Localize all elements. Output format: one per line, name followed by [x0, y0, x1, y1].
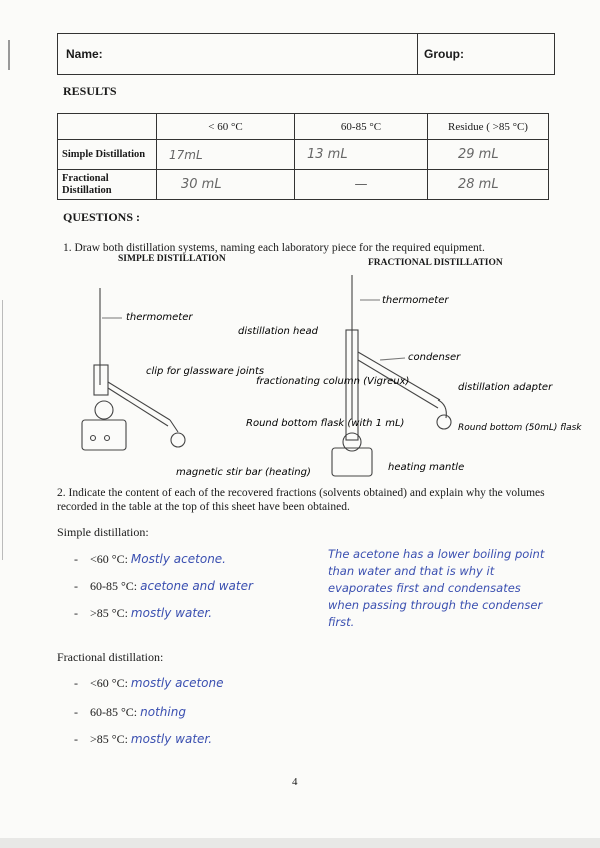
- fractional-below-60-value: 30 mL: [157, 170, 295, 200]
- label-condenser: condenser: [408, 352, 461, 363]
- fractional-item-3: - >85 °C: mostly water.: [74, 732, 213, 746]
- scan-bottom-edge: [0, 838, 600, 848]
- label-distillation-adapter: distillation adapter: [458, 382, 553, 393]
- simple-item-1: - <60 °C: Mostly acetone.: [74, 552, 226, 566]
- fractional-distillation-heading: Fractional distillation:: [57, 650, 164, 664]
- row-label-fractional: Fractional Distillation: [58, 170, 157, 200]
- simple-answer-2: acetone and water: [140, 579, 253, 593]
- fractional-range-1: <60 °C:: [90, 676, 128, 690]
- fractional-range-3: >85 °C:: [90, 732, 128, 746]
- simple-item-3: - >85 °C: mostly water.: [74, 606, 213, 620]
- results-heading: RESULTS: [63, 84, 117, 98]
- simple-range-3: >85 °C:: [90, 606, 128, 620]
- scan-mark: [8, 40, 10, 70]
- fractional-item-1: - <60 °C: mostly acetone: [74, 676, 224, 690]
- scan-edge-line: [2, 300, 3, 560]
- row-label-simple: Simple Distillation: [58, 140, 157, 170]
- simple-receiver-flask: [171, 433, 185, 447]
- distillation-apparatus-drawing: [60, 270, 582, 480]
- results-table: [57, 113, 549, 200]
- col-header-60-85: 60-85 °C: [295, 114, 428, 140]
- col-header-residue: Residue ( >85 °C): [428, 114, 549, 140]
- fractional-residue-value: 28 mL: [428, 170, 549, 200]
- label-clip-joints: clip for glassware joints: [146, 366, 265, 377]
- page-number: 4: [292, 776, 298, 788]
- heating-mantle: [332, 448, 372, 476]
- label-heating-mantle: heating mantle: [388, 462, 465, 473]
- fractional-distillation-title: FRACTIONAL DISTILLATION: [368, 258, 503, 268]
- simple-item-2: - 60-85 °C: acetone and water: [74, 579, 253, 593]
- simple-range-1: <60 °C:: [90, 552, 128, 566]
- simple-heater: [82, 420, 126, 450]
- fractional-item-2: - 60-85 °C: nothing: [74, 705, 186, 719]
- label-fractionating-column: fractionating column (Vigreux): [256, 376, 410, 387]
- simple-distillation-title: SIMPLE DISTILLATION: [118, 254, 226, 264]
- simple-distillation-heading: Simple distillation:: [57, 525, 149, 539]
- group-label: Group:: [418, 34, 555, 75]
- label-thermometer-fractional: thermometer: [382, 295, 449, 306]
- fractional-answer-3: mostly water.: [130, 732, 213, 746]
- col-header-below-60: < 60 °C: [157, 114, 295, 140]
- label-stir-bar: magnetic stir bar (heating): [176, 467, 311, 478]
- fractional-receiver-flask: [437, 415, 451, 429]
- simple-answer-3: mostly water.: [130, 606, 213, 620]
- simple-60-85-value: 13 mL: [295, 140, 428, 170]
- simple-range-2: 60-85 °C:: [90, 579, 138, 593]
- fractional-60-85-value: —: [295, 170, 428, 200]
- simple-explanation: The acetone has a lower boiling point than water and that is why it evaporates first and condensates when passing through the condenser first.: [328, 547, 545, 629]
- question-1-text: 1. Draw both distillation systems, naming each laboratory piece for the required equipment.: [63, 242, 485, 254]
- simple-flask: [95, 401, 113, 419]
- fractional-answer-2: nothing: [140, 705, 186, 719]
- fractional-range-2: 60-85 °C:: [90, 705, 138, 719]
- fractional-answer-1: mostly acetone: [130, 676, 224, 690]
- label-round-bottom-simple: Round bottom flask (with 1 mL): [246, 418, 405, 429]
- simple-below-60-value: 17mL: [157, 140, 295, 170]
- simple-residue-value: 29 mL: [428, 140, 549, 170]
- questions-heading: QUESTIONS :: [63, 210, 141, 224]
- label-thermometer-simple: thermometer: [126, 312, 193, 323]
- question-2-text: 2. Indicate the content of each of the recovered fractions (solvents obtained) and explain why the volumes recorded in the table at the top of this sheet have been obtained.: [57, 487, 545, 513]
- name-label: Name:: [58, 34, 418, 75]
- simple-answer-1: Mostly acetone.: [130, 552, 226, 566]
- label-distillation-head: distillation head: [238, 326, 319, 337]
- label-round-bottom-fractional: Round bottom (50mL) flask: [458, 423, 582, 433]
- name-group-box: [57, 33, 555, 75]
